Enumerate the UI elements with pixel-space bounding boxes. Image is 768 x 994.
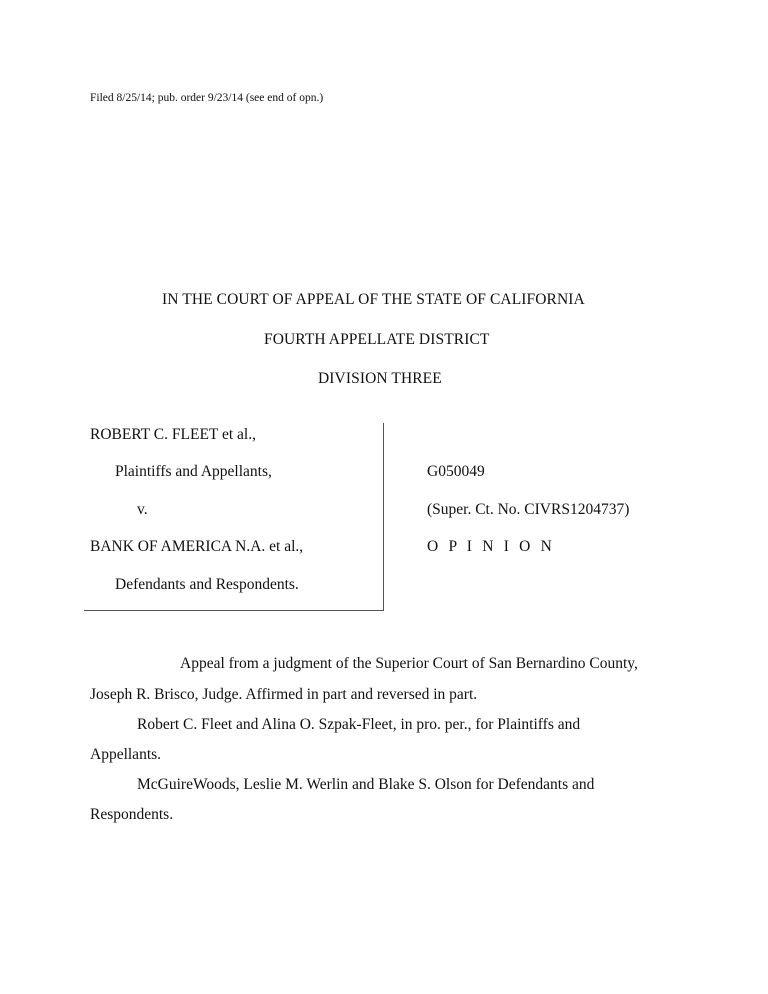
defendants-counsel-line: McGuireWoods, Leslie M. Werlin and Blake S. Olson for Defendants and [137,776,595,793]
case-number: G050049 [427,463,485,480]
document-type: O P I N I O N [427,538,555,555]
defendants-counsel-line: Respondents. [90,806,174,823]
plaintiffs-name: ROBERT C. FLEET et al., [90,426,256,443]
defendants-role: Defendants and Respondents. [115,576,299,593]
versus: v. [137,501,148,518]
appeal-paragraph-line: Joseph R. Brisco, Judge. Affirmed in part and reversed in part. [90,686,478,703]
court-name: IN THE COURT OF APPEAL OF THE STATE OF CALIFORNIA [162,291,585,308]
appellate-district: FOURTH APPELLATE DISTRICT [264,331,490,348]
caption-horizontal-rule [84,610,384,611]
superior-court-number: (Super. Ct. No. CIVRS1204737) [427,501,630,518]
plaintiffs-counsel-line: Robert C. Fleet and Alina O. Szpak-Fleet, in pro. per., for Plaintiffs and [137,716,581,733]
filing-note: Filed 8/25/14; pub. order 9/23/14 (see end of opn.) [90,92,324,104]
plaintiffs-role: Plaintiffs and Appellants, [115,463,272,480]
caption-vertical-rule [383,423,384,611]
division: DIVISION THREE [318,370,442,387]
defendants-name: BANK OF AMERICA N.A. et al., [90,538,304,555]
plaintiffs-counsel-line: Appellants. [90,746,162,763]
appeal-paragraph-line: Appeal from a judgment of the Superior Court of San Bernardino County, [180,655,638,672]
